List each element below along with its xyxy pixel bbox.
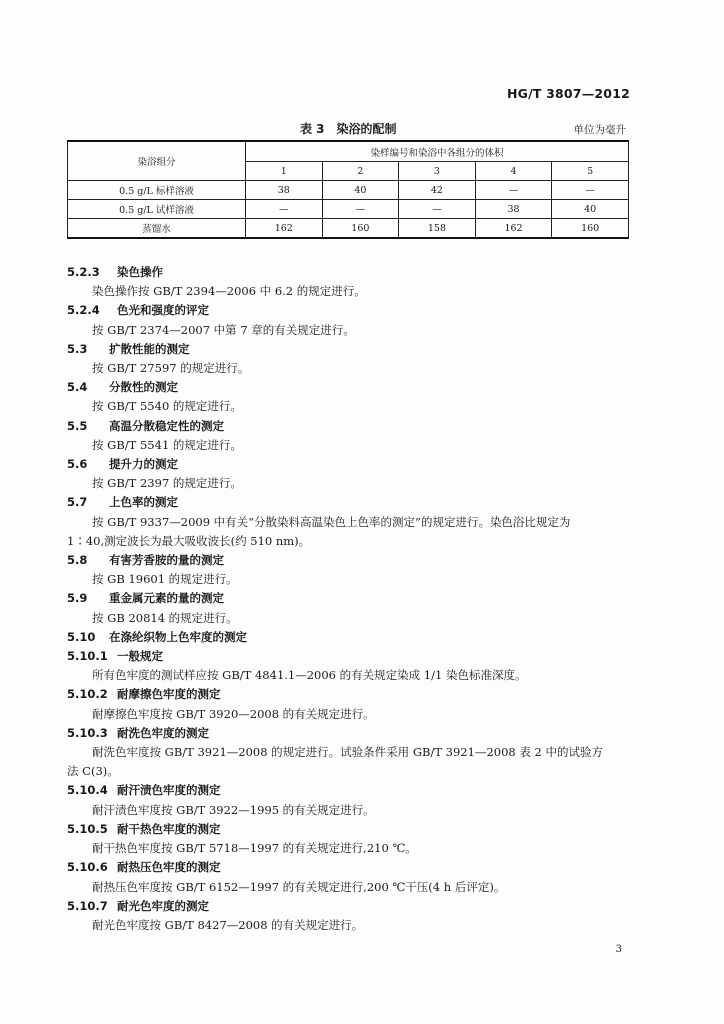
sample-number: 5: [552, 162, 629, 181]
section-title: 染色操作: [117, 265, 163, 279]
section-heading: [67, 628, 639, 647]
section-number: 5.10: [67, 629, 96, 644]
section-number: 5.10.7: [67, 898, 108, 913]
paragraph: 染色操作按 GB/T 2394—2006 中 6.2 的规定进行。: [92, 284, 366, 299]
section-heading: [67, 551, 639, 570]
sample-number: 1: [246, 162, 323, 181]
table-cell: 160: [552, 219, 629, 239]
section-number: 5.10.2: [67, 687, 108, 702]
table-cell: 40: [322, 181, 399, 200]
section-heading: [67, 781, 639, 800]
sample-number: 2: [322, 162, 399, 181]
table-row: [68, 181, 629, 200]
sample-number: 3: [399, 162, 476, 181]
section-heading: [67, 378, 639, 397]
table-cell: 160: [322, 219, 399, 239]
paragraph: 1∶40,测定波长为最大吸收波长(约 510 nm)。: [67, 533, 311, 548]
section-title: 耐摩擦色牢度的测定: [117, 687, 221, 702]
paragraph: 耐热压色牢度按 GB/T 6152—1997 的有关规定进行,200 ℃干压(4 h 后评定)。: [92, 879, 506, 894]
row-label: 0.5 g/L 试样溶液: [68, 200, 246, 219]
row-label: 0.5 g/L 标样溶液: [68, 181, 246, 200]
section-heading: [67, 897, 639, 916]
paragraph: 法 C(3)。: [67, 764, 119, 779]
section-number: 5.5: [67, 418, 88, 433]
dye-bath-table: [67, 140, 629, 239]
section-title: 重金属元素的量的测定: [109, 591, 224, 606]
paragraph: 耐光色牢度按 GB/T 8427—2008 的有关规定进行。: [92, 917, 364, 932]
section-number: 5.4: [67, 380, 88, 395]
section-title: 色光和强度的评定: [117, 303, 209, 318]
section-title: 有害芳香胺的量的测定: [109, 553, 224, 568]
section-title: 高温分散稳定性的测定: [109, 418, 224, 433]
page-number: 3: [615, 944, 622, 955]
standard-code: HG/T 3807—2012: [506, 86, 630, 101]
column-header-components: 染浴组分: [68, 141, 246, 181]
section-number: 5.10.5: [67, 821, 108, 836]
table-cell: —: [552, 181, 629, 200]
section-title: 一般规定: [117, 649, 163, 664]
table-cell: 162: [475, 219, 552, 239]
paragraph: 按 GB/T 2374—2007 中第 7 章的有关规定进行。: [92, 322, 355, 337]
section-number: 5.10.3: [67, 725, 108, 740]
section-title: 分散性的测定: [109, 380, 178, 395]
table-cell: 40: [552, 200, 629, 219]
table-cell: —: [322, 200, 399, 219]
section-heading: [67, 724, 639, 743]
section-number: 5.7: [67, 495, 88, 510]
paragraph: 按 GB/T 9337—2009 中有关“分散染料高温染色上色率的测定”的规定进行。染色浴比规定为: [92, 514, 571, 529]
table-row: [68, 200, 629, 219]
section-title: 耐汗渍色牢度的测定: [117, 783, 221, 798]
table-cell: —: [246, 200, 323, 219]
section-title: 耐干热色牢度的测定: [117, 821, 221, 836]
section-heading: [67, 340, 639, 359]
document-body: [67, 263, 639, 935]
section-number: 5.10.1: [67, 649, 108, 664]
table-cell: 42: [399, 181, 476, 200]
paragraph: 按 GB/T 5540 的规定进行。: [92, 399, 242, 414]
section-title: 耐热压色牢度的测定: [117, 860, 221, 875]
table-cell: 162: [246, 219, 323, 239]
section-heading: [67, 301, 639, 320]
paragraph: 按 GB 20814 的规定进行。: [92, 610, 238, 625]
table-cell: 158: [399, 219, 476, 239]
table-cell: 38: [246, 181, 323, 200]
paragraph: 耐汗渍色牢度按 GB/T 3922—1995 的有关规定进行。: [92, 802, 375, 817]
paragraph: 按 GB/T 27597 的规定进行。: [92, 361, 250, 376]
paragraph: 按 GB/T 2397 的规定进行。: [92, 476, 242, 491]
section-heading: [67, 455, 639, 474]
section-title: 耐光色牢度的测定: [117, 898, 209, 913]
section-title: 上色率的测定: [109, 495, 178, 510]
table-cell: —: [399, 200, 476, 219]
section-heading: [67, 685, 639, 704]
table-title: 表 3 染浴的配制: [300, 122, 397, 136]
row-label: 蒸馏水: [68, 219, 246, 239]
paragraph: 所有色牢度的测试样应按 GB/T 4841.1—2006 的有关规定染成 1/1 染色标准深度。: [92, 668, 527, 683]
section-number: 5.8: [67, 553, 88, 568]
paragraph: 按 GB/T 5541 的规定进行。: [92, 437, 242, 452]
section-title: 扩散性能的测定: [109, 341, 190, 356]
section-number: 5.6: [67, 457, 88, 472]
section-heading: [67, 263, 639, 282]
table-unit: 单位为毫升: [573, 124, 626, 136]
paragraph: 耐干热色牢度按 GB/T 5718—1997 的有关规定进行,210 ℃。: [92, 841, 417, 856]
paragraph: 耐摩擦色牢度按 GB/T 3920—2008 的有关规定进行。: [92, 706, 375, 721]
section-title: 提升力的测定: [109, 457, 178, 472]
section-title: 在涤纶织物上色牢度的测定: [109, 629, 247, 644]
section-heading: [67, 589, 639, 608]
table-cell: —: [475, 181, 552, 200]
column-group-header: 染样编号和染浴中各组分的体积: [246, 141, 629, 162]
section-number: 5.9: [67, 591, 88, 606]
section-heading: [67, 647, 639, 666]
paragraph: 耐洗色牢度按 GB/T 3921—2008 的规定进行。试验条件采用 GB/T 3921—2008 表 2 中的试验方: [92, 745, 603, 760]
section-heading: [67, 858, 639, 877]
section-number: 5.10.6: [67, 860, 108, 875]
section-heading: [67, 417, 639, 436]
section-number: 5.2.4: [67, 303, 100, 318]
section-number: 5.3: [67, 341, 88, 356]
paragraph: 按 GB 19601 的规定进行。: [92, 572, 238, 587]
section-number: 5.10.4: [67, 783, 108, 798]
section-heading: [67, 820, 639, 839]
sample-number: 4: [475, 162, 552, 181]
section-number: 5.2.3: [67, 265, 100, 279]
table-row: [68, 219, 629, 239]
section-heading: [67, 493, 639, 512]
section-title: 耐洗色牢度的测定: [117, 725, 209, 740]
table-cell: 38: [475, 200, 552, 219]
